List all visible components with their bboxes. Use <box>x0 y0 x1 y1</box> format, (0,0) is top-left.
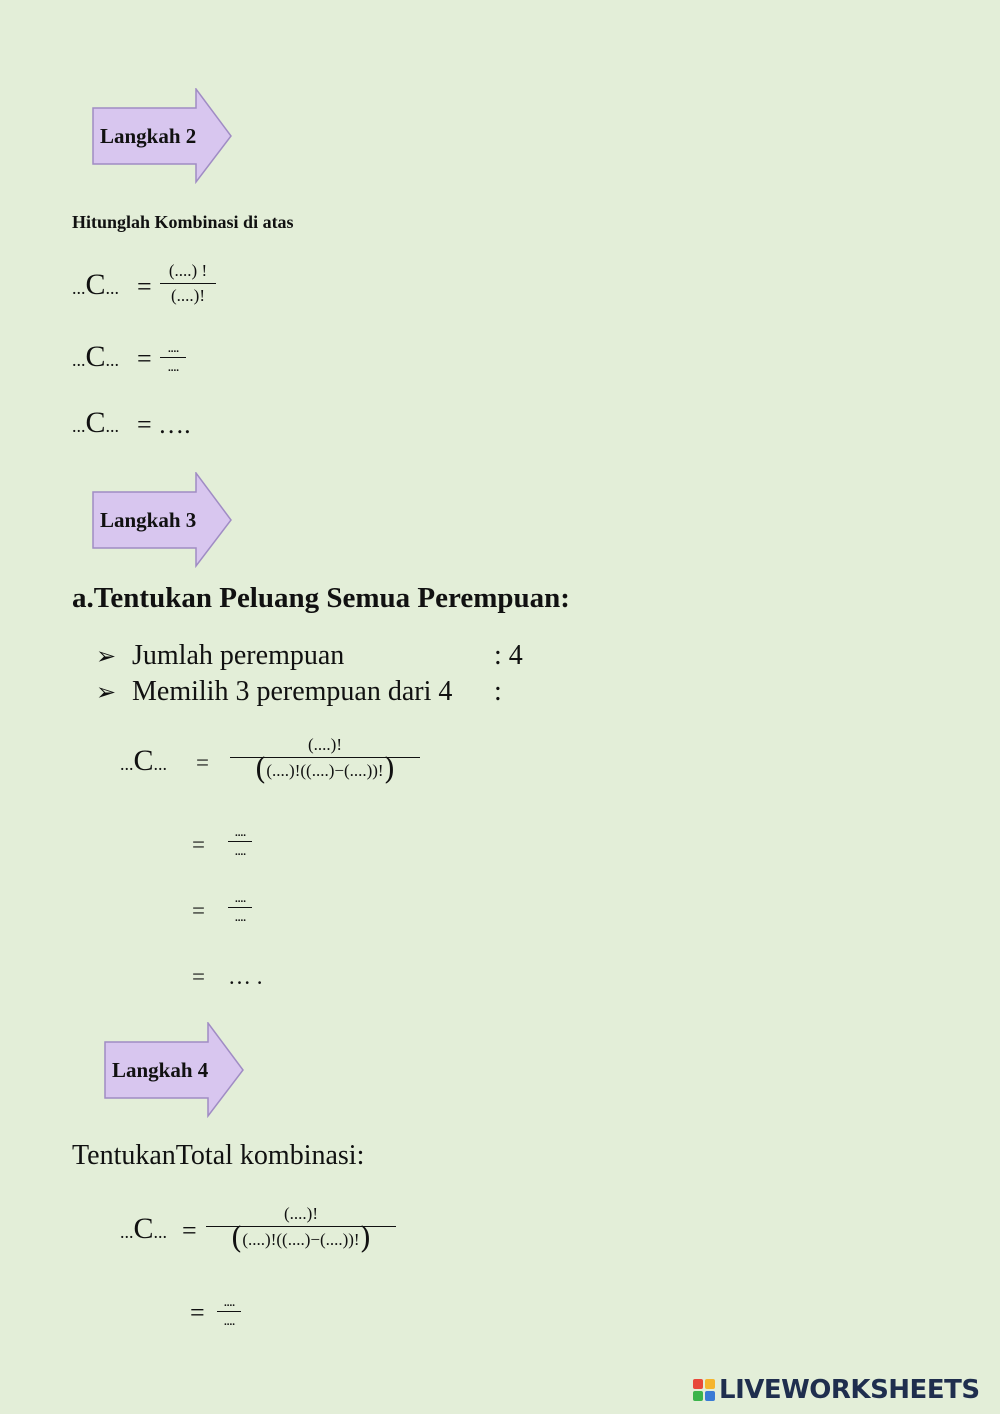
result-input[interactable]: = …. <box>137 410 191 439</box>
numerator-input[interactable]: (....)! <box>308 735 342 754</box>
logo-icon <box>693 1379 715 1401</box>
denominator-input[interactable]: ((....)!((....)−(....))!) <box>230 1221 372 1256</box>
numerator-input[interactable]: .... <box>234 890 246 906</box>
step-2-arrow <box>92 88 234 184</box>
equals-sign: = <box>182 1216 197 1245</box>
step-4-arrow <box>104 1022 246 1118</box>
numerator-input[interactable]: (....) ! <box>168 261 208 280</box>
liveworksheets-logo <box>693 1374 980 1406</box>
numerator-input[interactable]: .... <box>234 824 246 840</box>
denominator-input[interactable]: (....)! <box>171 286 205 305</box>
fraction <box>228 824 252 859</box>
equals-sign: = <box>137 344 152 373</box>
equals-sign: = <box>192 832 205 857</box>
step-2-label: Langkah 2 <box>100 124 197 148</box>
fraction <box>160 260 216 307</box>
equals-sign: = <box>137 272 152 301</box>
section-heading: a.Tentukan Peluang Semua Perempuan: <box>72 582 570 614</box>
step-3-label: Langkah 3 <box>100 508 197 532</box>
step-3-arrow <box>92 472 234 568</box>
step-4-label: Langkah 4 <box>112 1058 209 1082</box>
equals-sign: = <box>192 898 205 923</box>
denominator-input[interactable]: .... <box>223 1313 235 1329</box>
fraction <box>217 1294 241 1329</box>
denominator-input[interactable]: ((....)!((....)−(....))!) <box>254 752 396 787</box>
denominator-input[interactable]: .... <box>234 843 246 859</box>
list-item: ➢ Jumlah perempuan <box>96 640 345 671</box>
combination-notation: ...C... <box>72 406 120 439</box>
step-2-instruction: Hitunglah Kombinasi di atas <box>72 212 294 232</box>
logo-text: LIVEWORKSHEETS <box>719 1375 980 1405</box>
section-heading: TentukanTotal kombinasi: <box>72 1140 365 1171</box>
list-item-value: : 4 <box>494 640 523 671</box>
equals-sign: = <box>190 1298 205 1327</box>
list-item: ➢ Memilih 3 perempuan dari 4 <box>96 676 453 707</box>
fraction <box>160 340 186 375</box>
denominator-input[interactable]: .... <box>234 909 246 925</box>
fraction <box>230 734 420 787</box>
arrow-bullet-icon: ➢ <box>96 642 117 670</box>
combination-notation: ...C... <box>120 1212 168 1245</box>
fraction <box>206 1203 396 1256</box>
denominator-input[interactable]: .... <box>167 359 179 375</box>
arrow-bullet-icon: ➢ <box>96 678 117 706</box>
list-item-value: : <box>494 676 502 707</box>
combination-notation: ...C... <box>120 744 168 777</box>
numerator-input[interactable]: .... <box>167 340 179 356</box>
numerator-input[interactable]: (....)! <box>284 1204 318 1223</box>
result-input[interactable]: … . <box>228 964 263 989</box>
equals-sign: = <box>196 750 209 775</box>
numerator-input[interactable]: .... <box>223 1294 235 1310</box>
equals-sign: = <box>192 964 205 989</box>
combination-notation: ...C... <box>72 340 120 373</box>
fraction <box>228 890 252 925</box>
combination-notation: ...C... <box>72 268 120 301</box>
